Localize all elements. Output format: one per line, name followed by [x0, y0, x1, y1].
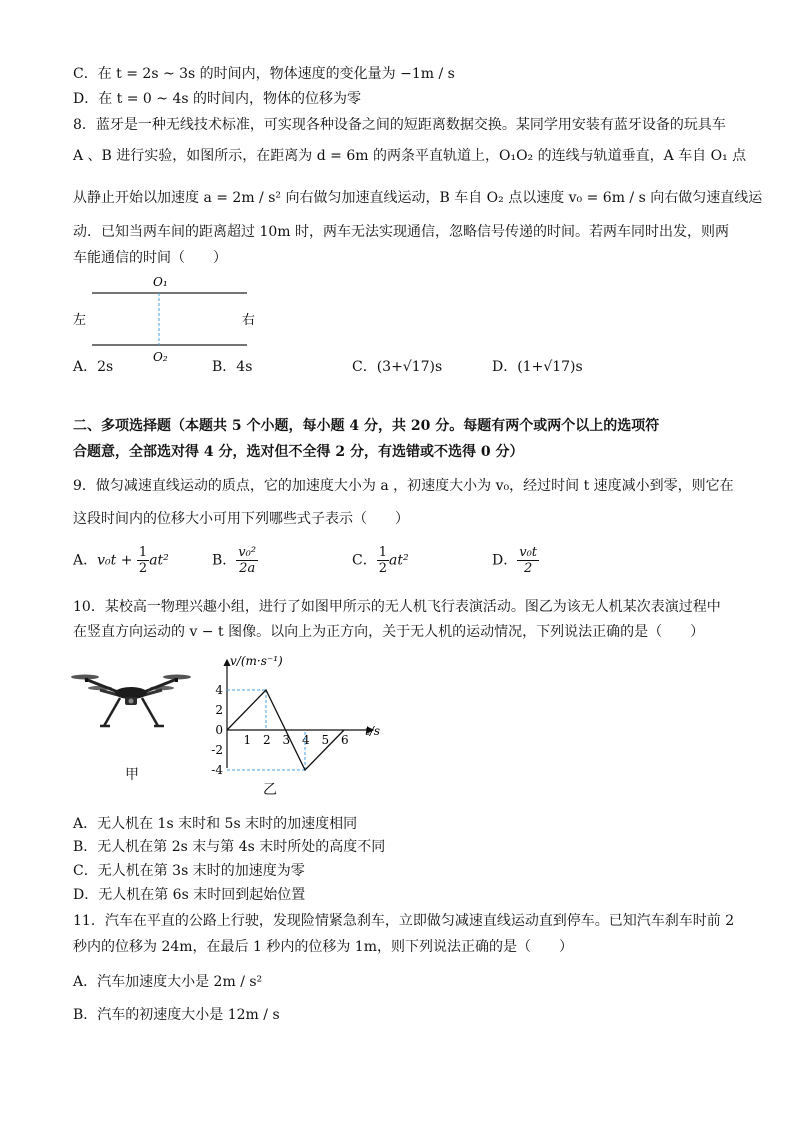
q8-stem-line2: A 、B 进行实验，如图所示，在距离为 d = 6m 的两条平直轨道上，O₁O₂ 的连线与轨道垂直，A 车自 O₁ 点: [73, 148, 747, 164]
q10-option-a: A．无人机在 1s 末时和 5s 末时的加速度相同: [73, 816, 358, 832]
q10-stem-line2: 在竖直方向运动的 v − t 图像。以向上为正方向，关于无人机的运动情况，下列说法正确的是（ ）: [73, 624, 705, 640]
q10-option-d: D．无人机在第 6s 末时回到起始位置: [73, 887, 306, 903]
q10-stem-line1: 10．某校高一物理兴趣小组，进行了如图甲所示的无人机飞行表演活动。图乙为该无人机某次表演过程中: [73, 599, 721, 615]
q8-track-figure: [70, 270, 270, 370]
q11-option-b: B．汽车的初速度大小是 12m / s: [73, 1007, 280, 1023]
x-axis-label: t/s: [365, 724, 381, 738]
x-tick-label: 4: [302, 733, 310, 747]
q8-stem-line4: 动．已知当两车间的距离超过 10m 时，两车无法实现通信，忽略信号传递的时间。若两车同时出发，则两: [73, 224, 729, 240]
q8-stem-line1: 8．蓝牙是一种无线技术标准，可实现各种设备之间的短距离数据交换。某同学用安装有蓝牙设备的玩具车: [73, 117, 726, 133]
q11-option-a: A．汽车加速度大小是 2m / s²: [73, 974, 263, 990]
figure-label-yi: 乙: [263, 782, 277, 798]
q9-stem-line1: 9．做匀减速直线运动的质点，它的加速度大小为 a ，初速度大小为 v₀，经过时间 t 速度减小到零，则它在: [73, 478, 734, 494]
q8-option-a: A．2s: [73, 359, 114, 375]
q10-option-c: C．无人机在第 3s 末时的加速度为零: [73, 863, 305, 879]
q11-stem-line2: 秒内的位移为 24m，在最后 1 秒内的位移为 1m，则下列说法正确的是（ ）: [73, 939, 573, 955]
q7-option-c: C．在 t = 2s ~ 3s 的时间内，物体速度的变化量为 −1m / s: [73, 66, 455, 82]
label-left: 左: [73, 313, 87, 328]
q7-option-d: D．在 t = 0 ~ 4s 的时间内，物体的位移为零: [73, 91, 362, 107]
q9-option-d: D． $\frac{\text{v₀t}}{2}$: [492, 545, 538, 576]
q9-option-a: A．v₀t + $\frac{1}{2}$ at²: [73, 545, 169, 576]
q8-option-c: C．(3+√17)s: [352, 359, 443, 375]
y-tick-label: 4: [215, 683, 223, 697]
label-right: 右: [242, 313, 256, 328]
q10-option-b: B．无人机在第 2s 末与第 4s 末时所处的高度不同: [73, 839, 386, 855]
q8-stem-line3: 从静止开始以加速度 a = 2m / s² 向右做匀加速直线运动，B 车自 O₂ 点以速度 v₀ = 6m / s 向右做匀速直线运: [73, 190, 763, 206]
x-tick-label: 2: [263, 733, 271, 747]
x-tick-label: 1: [243, 733, 252, 747]
drone-illustration: [70, 668, 192, 738]
q9-option-c: C． $\frac{1}{2}$ at²: [352, 545, 409, 576]
section2-heading-line1: 二、多项选择题（本题共 5 个小题，每小题 4 分，共 20 分。每题有两个或两个以上的选项符: [73, 418, 660, 434]
q8-stem-line5: 车能通信的时间（ ）: [73, 250, 227, 266]
y-tick-label: -2: [211, 743, 223, 757]
section2-heading-line2: 合题意，全部选对得 4 分，选对但不全得 2 分，有选错或不选得 0 分）: [73, 444, 524, 460]
x-tick-label: 6: [341, 733, 349, 747]
figure-label-jia: 甲: [125, 767, 139, 783]
q8-option-d: D．(1+√17)s: [492, 359, 583, 375]
y-tick-label: 2: [215, 703, 223, 717]
x-tick-label: 5: [321, 733, 330, 747]
q8-option-b: B．4s: [212, 359, 253, 375]
q11-stem-line1: 11．汽车在平直的公路上行驶，发现险情紧急刹车，立即做匀减速直线运动直到停车。已知汽车刹车时前 2: [73, 913, 735, 929]
q9-stem-line2: 这段时间内的位移大小可用下列哪些式子表示（ ）: [73, 511, 409, 527]
y-tick-label: -4: [211, 763, 223, 777]
y-tick-label: 0: [215, 723, 223, 737]
y-axis-label: v/(m·s⁻¹): [230, 654, 283, 668]
q9-option-b: B． $\frac{\text{v₀²}}{2a}$: [212, 545, 257, 576]
label-o1: O₁: [153, 275, 168, 289]
vt-graph: [205, 650, 395, 800]
label-o2: O₂: [153, 350, 168, 364]
x-tick-label: 3: [282, 733, 291, 747]
